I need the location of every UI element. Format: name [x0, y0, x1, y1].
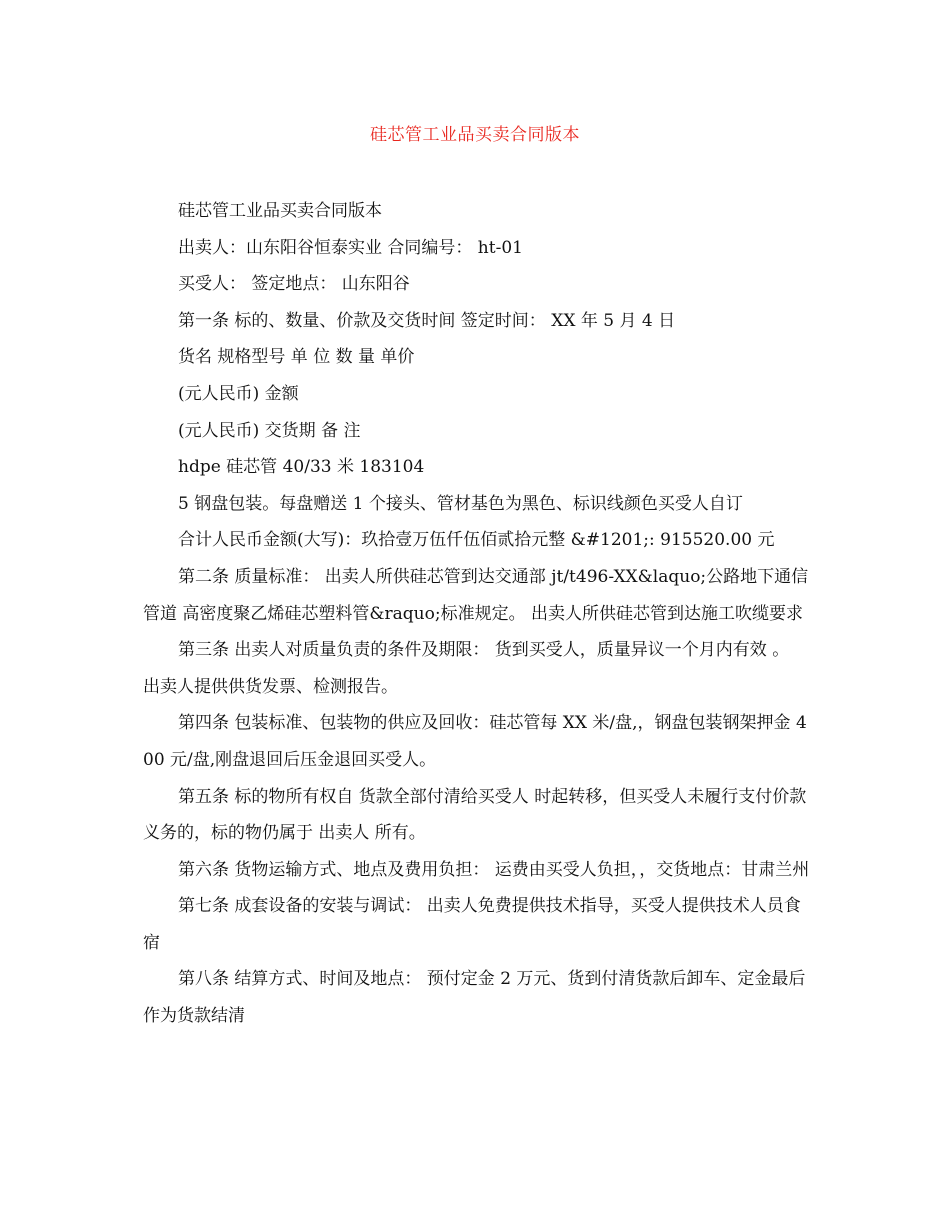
paragraph-article-1: 第一条 标的、数量、价款及交货时间 签定时间： XX 年 5 月 4 日 [178, 310, 676, 331]
paragraph-goods-header: 货名 规格型号 单 位 数 量 单价 [178, 347, 415, 368]
document-body [143, 193, 811, 1035]
document-title: 硅芯管工业品买卖合同版本 [370, 125, 580, 145]
paragraph-goods-row: hdpe 硅芯管 40/33 米 183104 [178, 457, 425, 478]
paragraph-seller: 出卖人：山东阳谷恒泰实业 合同编号： ht-01 [178, 237, 523, 258]
paragraph-unit-amount: (元人民币) 金额 [178, 383, 299, 404]
paragraph-buyer: 买受人： 签定地点： 山东阳谷 [178, 274, 410, 295]
paragraph-article-8: 第八条 结算方式、时间及地点： 预付定金 2 万元、货到付清货款后卸车、定金最后作为货款结清 [143, 969, 806, 1027]
paragraph-article-4: 第四条 包装标准、包装物的供应及回收：硅芯管每 XX 米/盘,，钢盘包装钢架押金 400 元/盘,刚盘退回后压金退回买受人。 [143, 713, 807, 770]
paragraph-article-2: 第二条 质量标准： 出卖人所供硅芯管到达交通部 jt/t496-XX&laquo;公路地下通信管道 高密度聚乙烯硅芯塑料管&raquo;标准规定。 出卖人所供硅芯管到达施工吹缆要求 [143, 566, 809, 624]
paragraph-packaging-note: 5 钢盘包装。每盘赠送 1 个接头、管材基色为黑色、标识线颜色买受人自订 [178, 493, 743, 514]
paragraph-article-7: 第七条 成套设备的安装与调试： 出卖人免费提供技术指导，买受人提供技术人员食宿 [143, 896, 801, 953]
paragraph-heading: 硅芯管工业品买卖合同版本 [178, 201, 382, 221]
paragraph-article-5: 第五条 标的物所有权自 货款全部付清给买受人 时起转移，但买受人未履行支付价款义务的，标的物仍属于 出卖人 所有。 [143, 786, 807, 844]
paragraph-unit-delivery: (元人民币) 交货期 备 注 [178, 420, 361, 441]
paragraph-article-3: 第三条 出卖人对质量负责的条件及期限： 货到买受人，质量异议一个月内有效 。 出卖人提供供货发票、检测报告。 [143, 640, 790, 697]
paragraph-total-amount: 合计人民币金额(大写)：玖拾壹万伍仟伍佰贰拾元整 &#1201;: 915520.00 元 [178, 530, 775, 551]
paragraph-article-6: 第六条 货物运输方式、地点及费用负担： 运费由买受人负担，，交货地点：甘肃兰州 [178, 859, 810, 880]
